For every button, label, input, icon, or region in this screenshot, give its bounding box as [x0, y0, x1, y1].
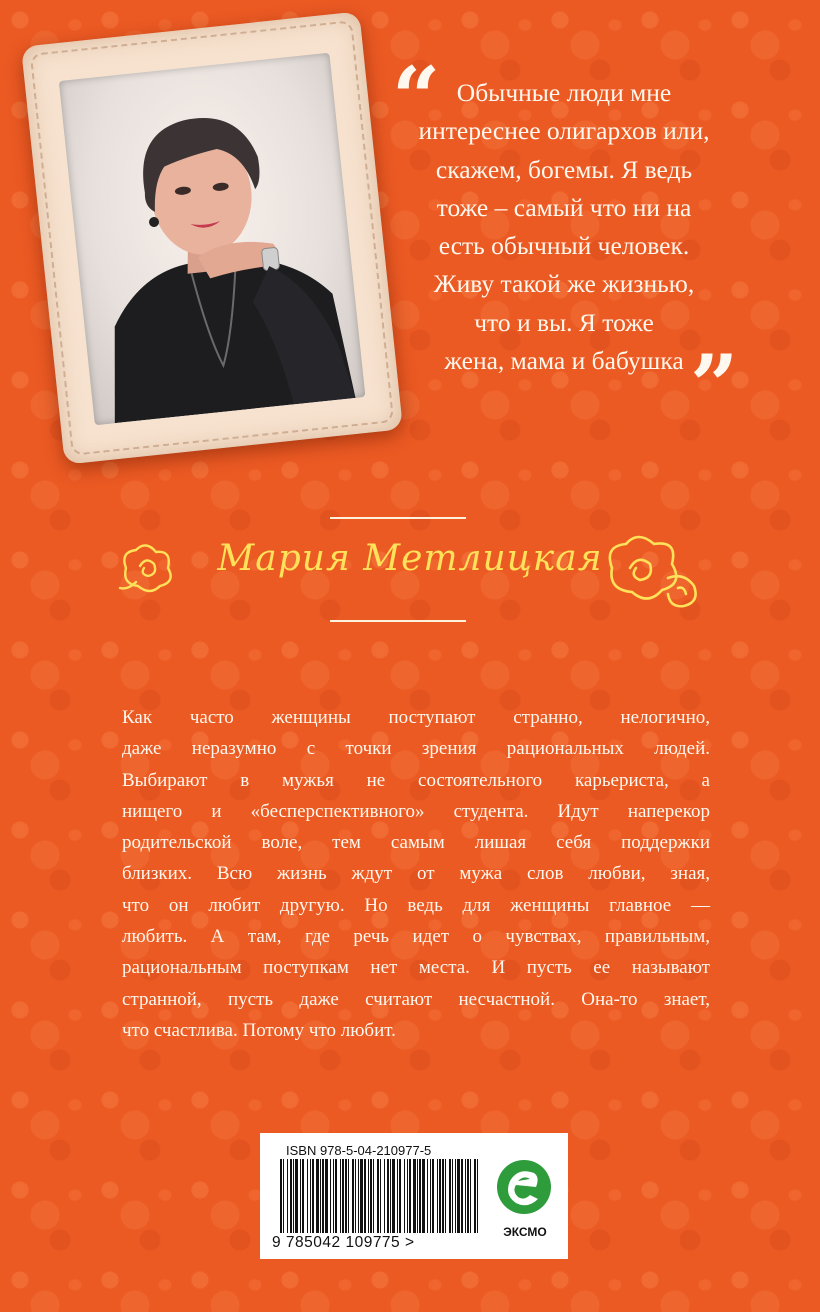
- book-annotation: [122, 702, 710, 1046]
- annotation-line: любить. А там, где речь идет о чувствах, правильным,: [122, 926, 710, 948]
- barcode-bar: [345, 1159, 347, 1233]
- barcode-bar: [325, 1159, 328, 1233]
- barcode-bar: [477, 1159, 478, 1233]
- barcode-bar: [442, 1159, 444, 1233]
- barcode-bar: [384, 1159, 385, 1233]
- isbn-number: ISBN 978-5-04-210977-5: [286, 1143, 432, 1158]
- barcode-bar: [455, 1159, 456, 1233]
- rose-ornament-left-icon: [116, 538, 182, 596]
- barcode-bar: [409, 1159, 411, 1233]
- barcode-bar: [419, 1159, 421, 1233]
- barcode-bar: [387, 1159, 389, 1233]
- annotation-line: странной, пусть даже считают несчастной. Она-то знает,: [122, 988, 710, 1010]
- author-quote: [398, 74, 730, 380]
- barcode-bar: [452, 1159, 453, 1233]
- barcode-bar: [320, 1159, 321, 1233]
- annotation-line: что счастлива. Потому что любит.: [122, 1019, 396, 1041]
- barcode-bar: [437, 1159, 438, 1233]
- quote-line: тоже – самый что ни на: [436, 192, 692, 222]
- barcode-bar: [283, 1159, 284, 1233]
- barcode-bars: [280, 1159, 480, 1233]
- quote-line: скажем, богемы. Я ведь: [435, 154, 693, 184]
- eksmo-logo-icon: [494, 1157, 554, 1217]
- barcode-bar: [370, 1159, 372, 1233]
- barcode-bar: [377, 1159, 379, 1233]
- barcode-bar: [422, 1159, 425, 1233]
- quote-line: что и вы. Я тоже: [474, 307, 654, 337]
- barcode-bar: [470, 1159, 471, 1233]
- rose-ornament-right-icon: [598, 528, 704, 614]
- barcode-bar: [364, 1159, 366, 1233]
- author-photo-card: [21, 11, 403, 464]
- barcode-bar: [397, 1159, 398, 1233]
- barcode-bar: [407, 1159, 408, 1233]
- barcode-bar: [280, 1159, 282, 1233]
- barcode-bar: [302, 1159, 304, 1233]
- quote-line: интереснее олигархов или,: [418, 116, 710, 146]
- barcode-bar: [340, 1159, 341, 1233]
- annotation-line: рациональным поступкам нет места. И пусть ее называют: [122, 957, 710, 979]
- barcode-bar: [290, 1159, 292, 1233]
- divider-bottom: [330, 620, 466, 622]
- barcode-bar: [342, 1159, 344, 1233]
- barcode-bar: [316, 1159, 319, 1233]
- barcode-bar: [430, 1159, 431, 1233]
- barcode-bar: [404, 1159, 405, 1233]
- author-name: Мария Метлицкая: [217, 538, 603, 579]
- barcode-bar: [432, 1159, 434, 1233]
- barcode-bar: [333, 1159, 334, 1233]
- barcode-bar: [295, 1159, 298, 1233]
- barcode-bar: [399, 1159, 401, 1233]
- annotation-line: Выбирают в мужья не состоятельного карьериста, а: [122, 769, 710, 791]
- barcode-bar: [287, 1159, 288, 1233]
- author-photo: [59, 53, 366, 426]
- annotation-line: родительской воле, тем самым лишая себя поддержки: [122, 832, 710, 854]
- quote-open-mark: “: [392, 48, 441, 147]
- divider-top: [330, 517, 466, 519]
- barcode-bar: [352, 1159, 354, 1233]
- barcode-bar: [457, 1159, 460, 1233]
- barcode-bar: [467, 1159, 469, 1233]
- barcode-bar: [360, 1159, 363, 1233]
- barcode-bar: [427, 1159, 428, 1233]
- barcode-bar: [417, 1159, 418, 1233]
- barcode-bar: [439, 1159, 441, 1233]
- annotation-line: что он любит другую. Но ведь для женщины главное —: [122, 894, 710, 916]
- barcode-bar: [330, 1159, 331, 1233]
- barcode-bar: [358, 1159, 359, 1233]
- annotation-line: нищего и «бесперспективного» студента. Идут наперекор: [122, 800, 710, 822]
- quote-line: Обычные люди мне: [456, 78, 672, 107]
- barcode-bar: [307, 1159, 308, 1233]
- barcode-bar: [310, 1159, 311, 1233]
- barcode-bar: [373, 1159, 374, 1233]
- barcode-panel: [260, 1133, 568, 1259]
- ean-digits: 9 785042 109775 >: [272, 1234, 415, 1251]
- author-portrait-illustration: [59, 53, 366, 426]
- barcode-bar: [445, 1159, 446, 1233]
- barcode-bar: [293, 1159, 294, 1233]
- barcode-bar: [355, 1159, 356, 1233]
- barcode-bar: [474, 1159, 476, 1233]
- barcode-bar: [390, 1159, 391, 1233]
- quote-line: есть обычный человек.: [438, 231, 690, 261]
- barcode-bar: [449, 1159, 451, 1233]
- quote-line: Живу такой же жизнью,: [433, 269, 695, 299]
- barcode-bar: [322, 1159, 324, 1233]
- barcode-bar: [300, 1159, 301, 1233]
- barcode-bar: [348, 1159, 349, 1233]
- barcode-bar: [368, 1159, 369, 1233]
- barcode-bar: [465, 1159, 466, 1233]
- annotation-line: близких. Всю жизнь ждут от мужа слов любви, зная,: [122, 863, 710, 885]
- annotation-line: Как часто женщины поступают странно, нелогично,: [122, 707, 710, 728]
- annotation-line: даже неразумно с точки зрения рациональных людей.: [122, 738, 710, 760]
- barcode-bar: [335, 1159, 337, 1233]
- barcode-bar: [413, 1159, 416, 1233]
- quote-close-mark: ”: [690, 336, 739, 435]
- barcode-bar: [380, 1159, 381, 1233]
- barcode-bar: [312, 1159, 314, 1233]
- quote-line: жена, мама и бабушка: [444, 346, 684, 376]
- barcode-bar: [461, 1159, 463, 1233]
- barcode-bar: [392, 1159, 395, 1233]
- publisher-name: ЭКСМО: [503, 1225, 547, 1239]
